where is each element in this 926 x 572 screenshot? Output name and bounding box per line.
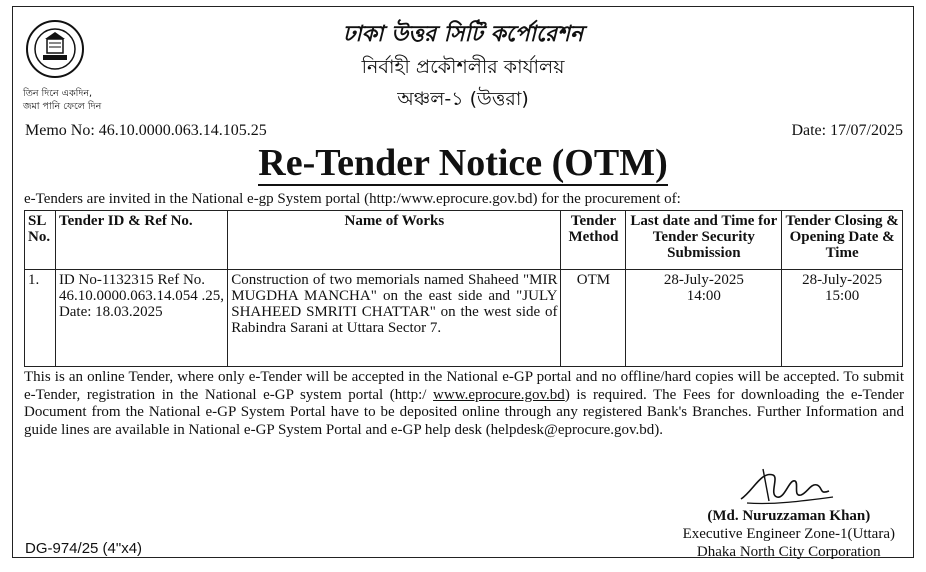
instructions-part1: This is an online Tender, where only e-Tender will be accepted in the National e-GP portal and no offline/hard copies will be accepted. To submit e-Tender, registration in the National e-GP system portal (http:/ [24, 369, 904, 403]
notice-date: Date: 17/07/2025 [791, 122, 903, 139]
cell-works: Construction of two memorials named Shaheed "MIR MUGDHA MANCHA" on the east side and "JULY SHAHEED SMRITI CHATTAR" on the west side of Rabindra Sarani at Uttara Sector 7. [228, 270, 561, 367]
closing-date: 28-July-2025 [802, 272, 883, 288]
instructions-paragraph [24, 369, 904, 439]
header-last-date: Last date and Time for Tender Security Submission [626, 211, 782, 270]
signatory-designation: Executive Engineer Zone-1(Uttara) [682, 526, 895, 542]
cell-sl: 1. [25, 270, 56, 367]
signature-icon [733, 461, 843, 511]
eprocure-link[interactable]: www.eprocure.gov.bd [433, 386, 565, 403]
closing-time: 15:00 [825, 288, 860, 304]
instructions-part2: ) is required. The Fees for downloading the e-Tender Document from the National e-GP System Portal have to be deposited online through any registered Bank's Branches. Further Information and guide lines are available in National e-GP System Portal and e-GP help desk (helpdesk@eprocure.gov.bd). [24, 386, 904, 438]
logo-caption-line1: তিন দিনে একদিন, [23, 88, 93, 99]
header-sl: SL No. [25, 211, 56, 270]
org-name: ঢাকা উত্তর সিটি কর্পোরেশন [342, 22, 584, 47]
last-date: 28-July-2025 [663, 272, 744, 288]
cell-method: OTM [561, 270, 626, 367]
tender-table [24, 210, 903, 367]
header-method: Tender Method [561, 211, 626, 270]
signatory-name: (Md. Nuruzzaman Khan) [707, 508, 871, 524]
memo-number: Memo No: 46.10.0000.063.14.105.25 [25, 122, 267, 139]
zone-name: অঞ্চল-১ (উত্তরা) [397, 88, 529, 110]
last-time: 14:00 [686, 288, 721, 304]
notice-frame [12, 6, 914, 558]
dg-reference: DG-974/25 (4"x4) [25, 540, 143, 557]
header-works: Name of Works [228, 211, 561, 270]
notice-title-text: Re-Tender Notice (OTM) [258, 142, 668, 184]
signature-block [683, 507, 895, 561]
cell-tender-id: ID No-1132315 Ref No. 46.10.0000.063.14.054 .25, Date: 18.03.2025 [55, 270, 227, 367]
cell-last-date [626, 270, 782, 367]
intro-text: e-Tenders are invited in the National e-gp System portal (http:/www.eprocure.gov.bd) for the procurement of: [24, 191, 681, 207]
header-tender-id: Tender ID & Ref No. [55, 211, 227, 270]
table-row [25, 270, 903, 367]
notice-title [13, 141, 913, 185]
logo-caption-line2: জমা পানি ফেলে দিন [23, 101, 102, 112]
header-closing: Tender Closing & Opening Date & Time [782, 211, 903, 270]
office-name: নির্বাহী প্রকৌশলীর কার্যালয় [361, 56, 565, 78]
signatory-organization: Dhaka North City Corporation [696, 544, 881, 560]
cell-closing [782, 270, 903, 367]
table-header-row [25, 211, 903, 270]
